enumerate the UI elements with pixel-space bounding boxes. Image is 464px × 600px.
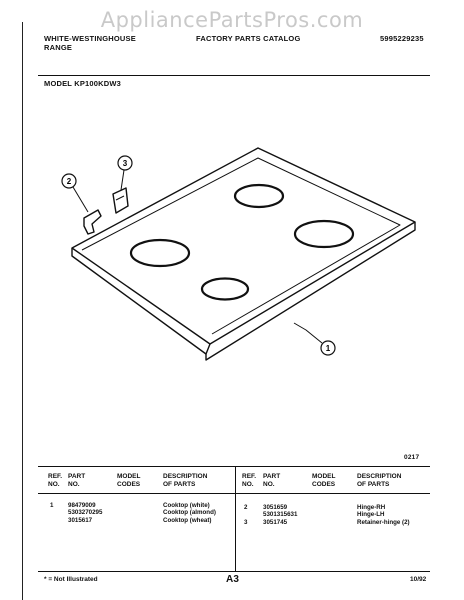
watermark: AppliancePartsPros.com bbox=[100, 8, 364, 32]
callout-label-1: 1 bbox=[325, 344, 331, 353]
catalog-title: FACTORY PARTS CATALOG bbox=[196, 34, 301, 43]
hinge-retainer bbox=[113, 188, 128, 213]
table-divider bbox=[235, 466, 236, 571]
figure-number: 0217 bbox=[404, 454, 420, 461]
leader-1 bbox=[294, 323, 322, 343]
row-description: Retainer-hinge (2) bbox=[357, 519, 410, 526]
col-codes-right: MODEL CODES bbox=[312, 473, 336, 488]
hinge-rh bbox=[84, 210, 101, 234]
catalog-number: 5995229235 bbox=[380, 34, 424, 43]
callout-label-2: 2 bbox=[66, 177, 72, 186]
col-part-left: PART NO. bbox=[68, 473, 86, 488]
col-part-right: PART NO. bbox=[263, 473, 281, 488]
col-desc-left: DESCRIPTION OF PARTS bbox=[163, 473, 208, 488]
col-ref-left: REF. NO. bbox=[48, 473, 63, 488]
table-bottom-rule bbox=[38, 571, 430, 572]
col-desc-right: DESCRIPTION OF PARTS bbox=[357, 473, 402, 488]
page-number: A3 bbox=[226, 574, 240, 585]
col-codes-left: MODEL CODES bbox=[117, 473, 141, 488]
leader-3 bbox=[121, 170, 124, 190]
row-ref: 2 bbox=[244, 504, 248, 511]
col-ref-right: REF. NO. bbox=[242, 473, 257, 488]
model-label: MODEL KP100KDW3 bbox=[44, 79, 122, 88]
row-part-numbers: 98479009 5303270295 3015617 bbox=[68, 502, 103, 524]
row-description: Cooktop (white) Cooktop (almond) Cooktop (wheat) bbox=[163, 502, 216, 524]
brand-line-2: RANGE bbox=[44, 43, 73, 52]
callout-label-3: 3 bbox=[122, 159, 128, 168]
row-part-numbers: 3051745 bbox=[263, 519, 288, 526]
row-description: Hinge-RH Hinge-LH bbox=[357, 504, 386, 519]
row-ref: 3 bbox=[244, 519, 248, 526]
row-ref: 1 bbox=[50, 502, 54, 509]
brand-line-1: WHITE-WESTINGHOUSE bbox=[44, 34, 136, 43]
footnote: * = Not Illustrated bbox=[44, 576, 98, 583]
leader-2 bbox=[73, 187, 88, 212]
revision-date: 10/92 bbox=[410, 576, 427, 583]
row-part-numbers: 3051659 5301315631 bbox=[263, 504, 298, 519]
table-header-rule bbox=[38, 493, 430, 494]
table-top-rule bbox=[38, 466, 430, 467]
